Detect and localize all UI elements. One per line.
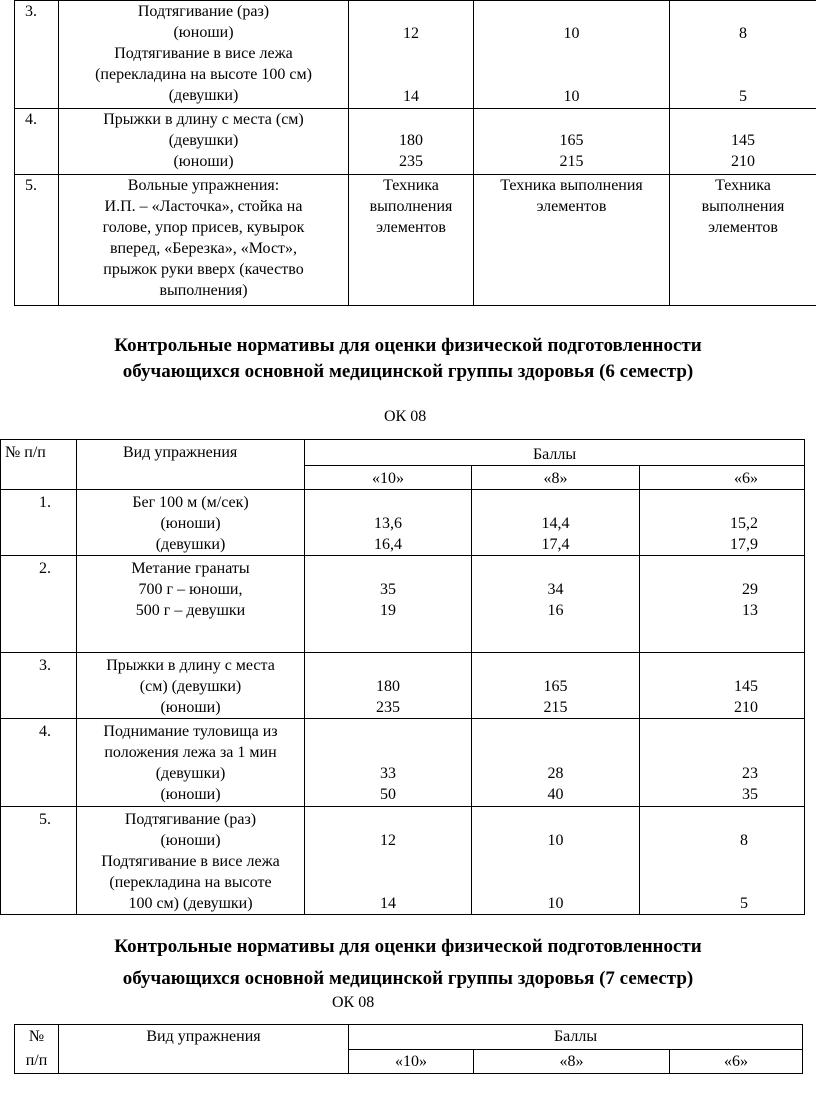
score-6-cell: 23 35	[640, 719, 805, 807]
score-10-cell: 13,6 16,4	[305, 490, 472, 556]
table-row	[1, 490, 805, 556]
row-number: 2.	[39, 560, 51, 577]
exercise-cell: Подтягивание (раз) (юноши) Подтягивание в висе лежа (перекладина на высоте 100 см) (девушки)	[77, 807, 305, 915]
exercise-cell: Бег 100 м (м/сек) (юноши) (девушки)	[77, 490, 305, 556]
score-8-cell: 14,4 17,4	[472, 490, 640, 556]
table-row	[1, 719, 805, 807]
header-points: Баллы	[349, 1025, 803, 1050]
header-score-10: «10»	[349, 1049, 474, 1074]
score-10-cell: 180 235	[305, 653, 472, 719]
row-number: 5.	[25, 177, 37, 194]
exercise-cell: Подтягивание (раз) (юноши) Подтягивание в висе лежа (перекладина на высоте 100 см) (девушки)	[59, 1, 349, 109]
table-continuation	[14, 0, 816, 306]
header-exercise: Вид упражнения	[59, 1025, 349, 1074]
section-title: Контрольные нормативы для оценки физической подготовленности обучающихся основной медицинской группы здоровья (7 семестр)	[114, 936, 702, 989]
header-score-8: «8»	[472, 466, 640, 490]
section-title: Контрольные нормативы для оценки физической подготовленности обучающихся основной медицинской группы здоровья (6 семестр)	[114, 335, 702, 382]
exercise-cell: Метание гранаты 700 г – юноши, 500 г – девушки	[77, 556, 305, 653]
table-row	[1, 556, 805, 653]
header-score-6: «6»	[670, 1049, 803, 1074]
exercise-cell: Прыжки в длину с места (см) (девушки) (юноши)	[59, 109, 349, 175]
row-number: 5.	[39, 811, 51, 828]
header-score-10: «10»	[305, 466, 472, 490]
norms-table-semester-7	[14, 1024, 803, 1074]
score-6-cell: 145 210	[670, 109, 816, 175]
score-8-cell: 10 10	[474, 1, 670, 109]
score-8-cell: 165 215	[474, 109, 670, 175]
header-num: № п/п	[1, 440, 77, 490]
exercise-cell: Вольные упражнения: И.П. – «Ласточка», стойка на голове, упор присев, кувырок вперед, «Березка», «Мост», прыжок руки вверх (качество выполнения)	[59, 175, 349, 306]
table-row	[1, 807, 805, 915]
score-8-cell: 165 215	[472, 653, 640, 719]
header-points: Баллы	[305, 440, 805, 466]
exercise-cell: Поднимание туловища из положения лежа за 1 мин (девушки) (юноши)	[77, 719, 305, 807]
score-8-cell: 28 40	[472, 719, 640, 807]
row-number: 4.	[39, 723, 51, 740]
score-10-cell: 12 14	[305, 807, 472, 915]
score-8-cell: 10 10	[472, 807, 640, 915]
row-number: 1.	[39, 494, 51, 511]
header-score-8: «8»	[474, 1049, 670, 1074]
score-6-cell: 8 5	[640, 807, 805, 915]
score-6-cell: 29 13	[640, 556, 805, 653]
score-10-cell: 35 19	[305, 556, 472, 653]
table-row	[15, 1, 816, 109]
table-row	[15, 109, 816, 175]
competency-code: ОК 08	[384, 408, 427, 425]
row-number: 3.	[39, 657, 51, 674]
score-6-cell: 145 210	[640, 653, 805, 719]
exercise-cell: Прыжки в длину с места (см) (девушки) (юноши)	[77, 653, 305, 719]
score-6-cell: 8 5	[670, 1, 816, 109]
score-8-cell: Техника выполнения элементов	[474, 175, 670, 306]
header-exercise: Вид упражнения	[77, 440, 305, 490]
table-header-row	[15, 1025, 803, 1050]
score-10-cell: 180 235	[349, 109, 474, 175]
row-number: 4.	[25, 111, 37, 128]
header-num: № п/п	[15, 1025, 59, 1074]
header-score-6: «6»	[640, 466, 805, 490]
table-header-row	[1, 440, 805, 466]
score-6-cell: 15,2 17,9	[640, 490, 805, 556]
score-8-cell: 34 16	[472, 556, 640, 653]
score-10-cell: 12 14	[349, 1, 474, 109]
score-6-cell: Техника выполнения элементов	[670, 175, 816, 306]
competency-code: ОК 08	[332, 994, 375, 1011]
score-10-cell: 33 50	[305, 719, 472, 807]
table-row	[1, 653, 805, 719]
table-row	[15, 175, 816, 306]
score-10-cell: Техника выполнения элементов	[349, 175, 474, 306]
norms-table-semester-6	[0, 439, 805, 915]
row-number: 3.	[25, 3, 37, 20]
